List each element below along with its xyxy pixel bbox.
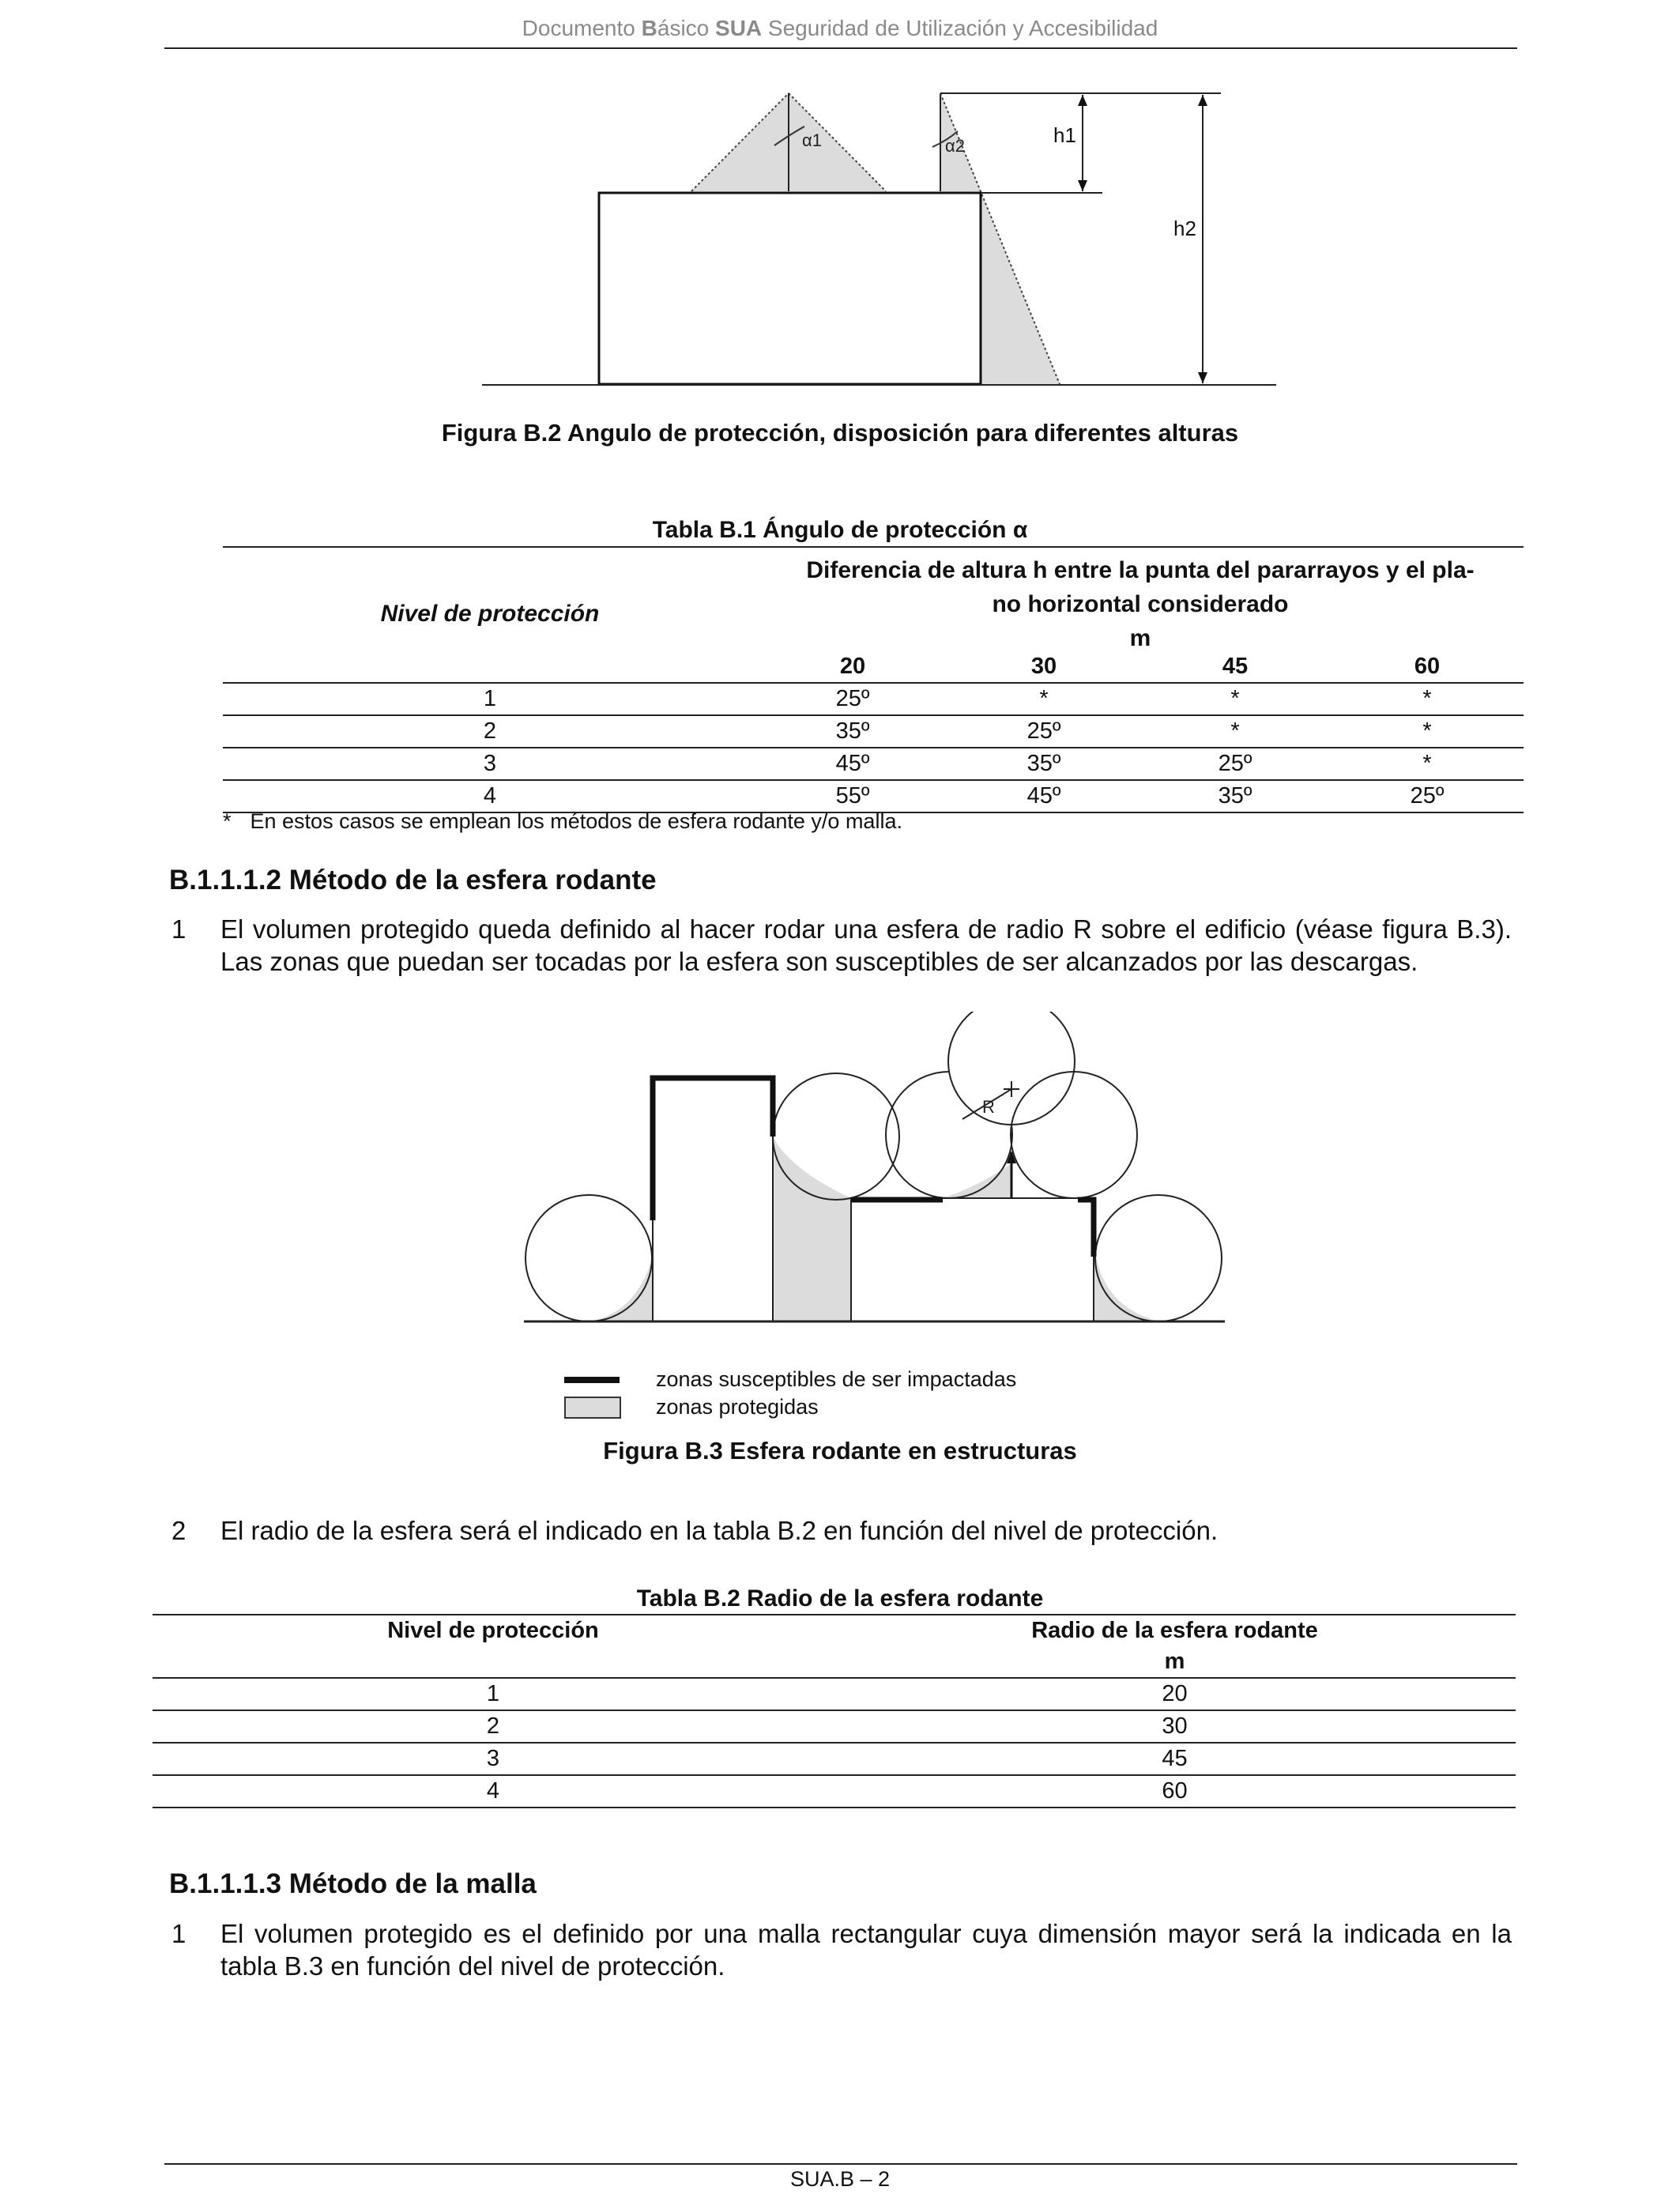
table-cell: 35º [757,715,948,748]
table-row [153,1710,1516,1743]
table-b2-col-header: Nivel de protección [387,1618,599,1643]
legend-impact-swatch [564,1377,620,1383]
table-cell: 60 [834,1775,1516,1808]
table-row [223,715,1524,748]
dimension-h2 [1198,95,1207,383]
table-cell: 3 [223,748,757,780]
figure-b3-diagram [514,1012,1233,1423]
table-cell: 45º [948,780,1139,812]
table-cell: 4 [223,780,757,812]
header-text: Seguridad de Utilización y Accesibilidad [762,16,1158,40]
rolling-spheres [525,1012,1222,1321]
table-row [223,748,1524,780]
table-row [153,1678,1516,1710]
figure-b2-diagram [474,79,1280,395]
legend-impact-label: zonas susceptibles de ser impactadas [656,1367,1017,1391]
table-cell: 35º [1139,780,1331,812]
label-h2: h2 [1173,217,1196,240]
figure-b3-caption: Figura B.3 Esfera rodante en estructuras [603,1437,1077,1465]
table-cell: 4 [153,1775,834,1808]
header-rule [164,47,1517,49]
building-rectangle [599,193,981,384]
table-cell: 35º [948,748,1139,780]
table-b1-col-header: 60 [1331,651,1524,683]
label-r: R [982,1097,995,1117]
paragraph-text: El radio de la esfera será el indicado en la tabla B.2 en función del nivel de protección. [220,1516,1219,1545]
paragraph-number: 2 [171,1516,186,1545]
table-b1-col-header: 30 [948,651,1139,683]
footnote-text: En estos casos se emplean los métodos de esfera rodante y/o malla. [250,809,902,833]
table-row [223,683,1524,715]
table-cell: 25º [948,715,1139,748]
table-cell: 3 [153,1743,834,1775]
section-b1113-paragraph-1 [171,1917,1512,1982]
table-b1-caption: Tabla B.1 Ángulo de protección α [652,517,1028,543]
table-cell: 30 [834,1710,1516,1743]
table-b2-header-row [153,1615,1516,1646]
paragraph-number: 1 [171,914,186,944]
table-b1-col-header: 20 [757,651,948,683]
label-h1: h1 [1053,123,1076,147]
table-b2 [153,1615,1516,1808]
table-b1-col-header: 45 [1139,651,1331,683]
table-cell: 25º [1139,748,1331,780]
table-cell: 1 [223,683,757,715]
table-cell: 45 [834,1743,1516,1775]
legend-protected-swatch [564,1397,621,1419]
page-footer: SUA.B – 2 [789,2167,891,2191]
section-b1112-paragraph-2 [171,1514,1512,1547]
table-cell: * [1331,715,1524,748]
table-cell [223,651,757,683]
table-b1-diff-header [757,553,1524,655]
footer-rule [164,2163,1517,2165]
table-b2-unit: m [834,1646,1516,1678]
figure-b2-caption: Figura B.2 Angulo de protección, disposición para diferentes alturas [441,419,1239,447]
page-header [0,16,1680,41]
table-cell: * [1139,683,1331,715]
table-cell: 55º [757,780,948,812]
footnote-mark: * [223,809,232,833]
paragraph-text: El volumen protegido es el definido por una malla rectangular cuya dimensión mayor será la indicada en la tabla B.3 en función del nivel de protección. [220,1919,1512,1981]
table-b1-top-rule [223,546,1524,548]
label-alpha1: α1 [802,130,822,150]
table-cell: * [1331,683,1524,715]
table-cell: 2 [153,1710,834,1743]
table-b1-footnote [223,809,902,834]
section-b1113-title: B.1.1.1.3 Método de la malla [169,1868,537,1899]
legend-protected-label: zonas protegidas [656,1395,819,1419]
header-text: B [641,16,657,40]
table-cell: 20 [834,1678,1516,1710]
table-cell: * [948,683,1139,715]
header-text: ásico [657,16,716,40]
protected-zones [589,1137,1160,1321]
table-cell: 25º [757,683,948,715]
table-row [223,780,1524,812]
dimension-h1 [1078,95,1087,191]
table-b1-column-header-row [223,651,1524,683]
protection-cone-left [691,93,886,191]
table-b1-level-header: Nivel de protección [380,601,600,627]
table-b2-unit-row [153,1646,1516,1678]
header-text: SUA [715,16,763,40]
table-cell: * [1139,715,1331,748]
table-cell: 2 [223,715,757,748]
table-cell [153,1646,834,1678]
table-row [153,1743,1516,1775]
table-cell: 1 [153,1678,834,1710]
table-b2-caption: Tabla B.2 Radio de la esfera rodante [636,1585,1044,1612]
paragraph-number: 1 [171,1919,186,1948]
table-b1-diff-header-line: no horizontal considerado [992,591,1289,617]
section-b1112-title: B.1.1.1.2 Método de la esfera rodante [169,865,657,895]
table-b2-col-header: Radio de la esfera rodante [1031,1618,1318,1643]
header-text: Documento [522,16,642,40]
table-b1 [223,651,1524,813]
paragraph-text: El volumen protegido queda definido al hacer rodar una esfera de radio R sobre el edificio (véase figura B.3). Las zonas que puedan ser tocadas por la esfera son susceptibles de ser alcanzados por las descargas. [220,914,1512,976]
table-cell: * [1331,748,1524,780]
section-b1112-paragraph-1 [171,913,1512,978]
label-alpha2: α2 [945,136,965,156]
table-b1-diff-header-line: Diferencia de altura h entre la punta del pararrayos y el pla- [806,557,1475,583]
table-cell: 25º [1331,780,1524,812]
table-cell: 45º [757,748,948,780]
table-row [153,1775,1516,1808]
table-b1-unit: m [1129,625,1151,651]
